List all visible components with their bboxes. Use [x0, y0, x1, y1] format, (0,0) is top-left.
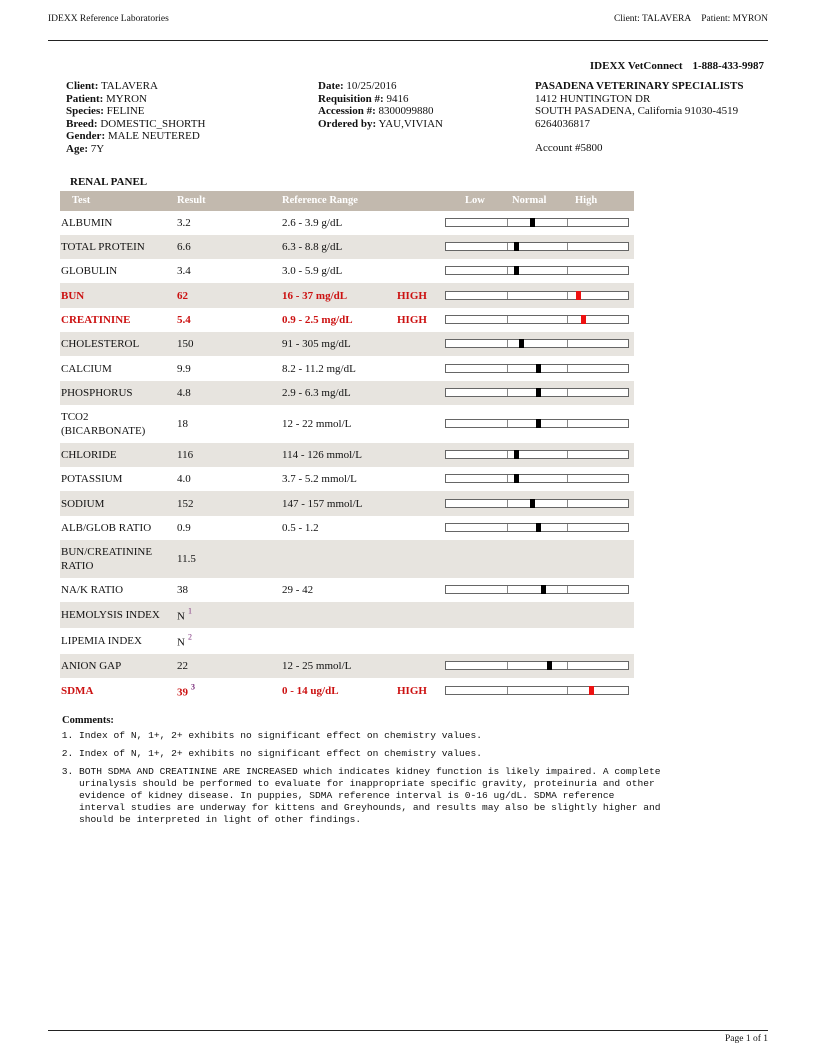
- col-header-low: Low: [465, 195, 485, 206]
- order-info-value: 10/25/2016: [346, 80, 397, 92]
- panel-title: RENAL PANEL: [70, 176, 148, 188]
- page-number: Page 1 of 1: [724, 1034, 768, 1044]
- test-result: [177, 634, 192, 649]
- test-result-value: 4.8: [177, 387, 191, 399]
- table-row: [60, 405, 634, 443]
- comments-list: [62, 730, 662, 826]
- footnote-ref: 1: [187, 606, 192, 616]
- result-marker: [530, 218, 535, 227]
- table-row: [60, 235, 634, 259]
- test-result-value: 11.5: [177, 553, 196, 565]
- header-divider: [48, 40, 768, 41]
- range-indicator-bar: [445, 585, 629, 594]
- abnormal-flag: HIGH: [397, 684, 427, 697]
- col-header-test: Test: [72, 195, 91, 206]
- order-info-value: YAU,VIVIAN: [378, 117, 443, 130]
- patient-info-value: MALE NEUTERED: [107, 130, 200, 142]
- reference-range: 12 - 22 mmol/L: [282, 418, 352, 430]
- reference-range: 12 - 25 mmol/L: [282, 660, 352, 672]
- reference-range: 8.2 - 11.2 mg/dL: [282, 362, 356, 375]
- comment-item: 3. BOTH SDMA AND CREATININE ARE INCREASED which indicates kidney function is likely impaired. A complete urinalysis should be performed to evaluate for inappropriate specific gravity, proteinuria and other evidence of kidney disease. In puppies, SDMA reference interval is 0-16 ug/dL. SDMA reference interval studies are underway for kittens and Greyhounds, and results may also be slightly higher and should be interpreted in light of other findings.: [79, 766, 662, 826]
- table-row: [60, 654, 634, 678]
- range-segment-divider: [567, 292, 568, 299]
- table-row: [60, 628, 634, 654]
- test-name: CALCIUM: [61, 362, 112, 375]
- patient-info-line: [66, 105, 205, 118]
- reference-range: 147 - 157 mmol/L: [282, 497, 363, 510]
- range-segment-divider: [567, 243, 568, 250]
- order-info-label: Accession #:: [318, 105, 376, 117]
- test-name: POTASSIUM: [61, 473, 123, 485]
- results-table-header: [60, 191, 634, 211]
- vetconnect-name: IDEXX VetConnect: [589, 60, 683, 72]
- test-result-value: 5.4: [177, 314, 191, 326]
- clinic-account: Account #5800: [535, 142, 603, 154]
- range-segment-divider: [567, 451, 568, 458]
- test-result: [177, 449, 193, 461]
- table-row: [60, 516, 634, 540]
- range-segment-divider: [567, 586, 568, 593]
- patient-info-line: [66, 93, 205, 106]
- order-info-label: Ordered by:: [318, 117, 377, 130]
- result-marker: [547, 661, 552, 670]
- reference-range: 3.0 - 5.9 g/dL: [282, 265, 343, 277]
- range-segment-divider: [507, 389, 508, 396]
- result-marker: [541, 585, 546, 594]
- comments-title: Comments:: [62, 715, 114, 726]
- reference-range: 0 - 14 ug/dL: [282, 684, 339, 697]
- reference-range: 16 - 37 mg/dL: [282, 289, 348, 302]
- test-result: [177, 314, 191, 326]
- abnormal-flag: HIGH: [397, 289, 427, 302]
- range-indicator-bar: [445, 686, 629, 695]
- test-name: BUN: [61, 289, 85, 302]
- test-result-value: 4.0: [177, 473, 191, 485]
- range-segment-divider: [567, 420, 568, 427]
- test-result: [177, 553, 196, 565]
- result-marker: [519, 339, 524, 348]
- test-result-value: 9.9: [177, 362, 191, 375]
- table-row: [60, 381, 634, 405]
- range-indicator-bar: [445, 364, 629, 373]
- result-marker: [576, 291, 581, 300]
- patient-info-value: MYRON: [106, 92, 147, 105]
- comment-item: 1. Index of N, 1+, 2+ exhibits no significant effect on chemistry values.: [79, 730, 662, 742]
- range-indicator-bar: [445, 450, 629, 459]
- result-marker: [514, 242, 519, 251]
- test-name: NA/K RATIO: [61, 584, 124, 596]
- range-segment-divider: [567, 687, 568, 694]
- result-marker: [589, 686, 594, 695]
- test-result: [177, 290, 188, 302]
- reference-range: 0.5 - 1.2: [282, 522, 319, 534]
- test-result: [177, 217, 191, 229]
- table-row: [60, 578, 634, 602]
- table-row: [60, 491, 634, 516]
- patient-info-value: DOMESTIC_SHORTH: [100, 117, 206, 130]
- result-marker: [536, 364, 541, 373]
- patient-info-line: [66, 118, 205, 131]
- footer-divider: [48, 1030, 768, 1031]
- patient-info-label: Age:: [66, 142, 88, 155]
- test-result: [177, 418, 188, 430]
- range-segment-divider: [567, 365, 568, 372]
- test-result: [177, 265, 191, 277]
- test-result-value: 6.6: [177, 241, 191, 253]
- range-indicator-bar: [445, 291, 629, 300]
- test-name: ALBUMIN: [61, 217, 113, 229]
- test-result-value: 150: [177, 338, 194, 350]
- patient-info-label: Species:: [66, 105, 104, 117]
- range-indicator-bar: [445, 474, 629, 483]
- reference-range: 3.7 - 5.2 mmol/L: [282, 473, 357, 485]
- range-segment-divider: [507, 687, 508, 694]
- range-indicator-bar: [445, 315, 629, 324]
- comments-section: [62, 715, 662, 832]
- range-segment-divider: [567, 662, 568, 669]
- order-info-line: [318, 105, 443, 118]
- comment-item: 2. Index of N, 1+, 2+ exhibits no significant effect on chemistry values.: [79, 748, 662, 760]
- patient-info-label: Client:: [66, 80, 99, 92]
- order-info-value: 8300099880: [378, 105, 434, 117]
- reference-range: 29 - 42: [282, 584, 314, 596]
- result-marker: [514, 266, 519, 275]
- range-segment-divider: [567, 524, 568, 531]
- abnormal-flag: HIGH: [397, 314, 427, 326]
- footnote-ref: 2: [187, 632, 192, 642]
- order-info-line: [318, 80, 443, 93]
- patient-info-value: FELINE: [106, 105, 145, 117]
- table-row: [60, 259, 634, 283]
- test-result-value: N: [177, 610, 185, 623]
- test-result-value: 0.9: [177, 522, 191, 534]
- test-result: [177, 241, 191, 253]
- test-result: [177, 498, 194, 510]
- vetconnect-phone: 1-888-433-9987: [692, 60, 764, 72]
- range-indicator-bar: [445, 339, 629, 348]
- range-indicator-bar: [445, 266, 629, 275]
- patient-info-label: Patient:: [66, 92, 104, 105]
- test-result: [177, 473, 191, 485]
- table-row: [60, 540, 634, 578]
- patient-info-line: [66, 130, 205, 143]
- test-result-value: 18: [177, 418, 188, 430]
- reference-range: 2.9 - 6.3 mg/dL: [282, 387, 351, 399]
- test-name: ALB/GLOB RATIO: [61, 522, 152, 534]
- order-info-value: 9416: [386, 92, 409, 105]
- test-name: CREATININE: [61, 314, 131, 326]
- range-segment-divider: [507, 500, 508, 507]
- table-row: [60, 602, 634, 628]
- range-indicator-bar: [445, 218, 629, 227]
- range-indicator-bar: [445, 419, 629, 428]
- patient-info: [66, 80, 205, 155]
- range-segment-divider: [507, 292, 508, 299]
- test-name: CHLORIDE: [61, 449, 117, 461]
- result-marker: [581, 315, 586, 324]
- test-result-value: 38: [177, 584, 188, 596]
- test-result: [177, 522, 191, 534]
- test-result-value: 3.2: [177, 217, 191, 229]
- range-segment-divider: [507, 420, 508, 427]
- test-result: [177, 584, 188, 596]
- table-row: [60, 467, 634, 491]
- range-segment-divider: [507, 524, 508, 531]
- table-row: [60, 678, 634, 703]
- header-client: Client: TALAVERA: [613, 14, 692, 24]
- reference-range: 0.9 - 2.5 mg/dL: [282, 314, 353, 326]
- range-indicator-bar: [445, 499, 629, 508]
- table-row: [60, 332, 634, 356]
- test-name: TOTAL PROTEIN: [61, 241, 145, 253]
- range-segment-divider: [567, 475, 568, 482]
- results-table: [60, 191, 634, 703]
- test-name: BUN/CREATININE RATIO: [61, 546, 153, 572]
- test-result: [177, 660, 188, 672]
- range-segment-divider: [507, 267, 508, 274]
- results-table-body: [60, 211, 634, 703]
- patient-info-label: Gender:: [66, 130, 106, 142]
- range-indicator-bar: [445, 523, 629, 532]
- table-row: [60, 356, 634, 381]
- reference-range: 114 - 126 mmol/L: [282, 449, 362, 461]
- range-segment-divider: [507, 243, 508, 250]
- range-segment-divider: [567, 316, 568, 323]
- test-name: SDMA: [61, 684, 94, 697]
- range-indicator-bar: [445, 661, 629, 670]
- range-segment-divider: [567, 389, 568, 396]
- range-segment-divider: [567, 267, 568, 274]
- reference-range: 2.6 - 3.9 g/dL: [282, 217, 343, 229]
- order-info-label: Date:: [318, 80, 344, 92]
- table-row: [60, 308, 634, 332]
- range-segment-divider: [507, 662, 508, 669]
- clinic-info: [535, 80, 743, 155]
- test-name: LIPEMIA INDEX: [61, 635, 142, 647]
- test-name: HEMOLYSIS INDEX: [61, 609, 160, 621]
- order-info-label: Requisition #:: [318, 92, 384, 105]
- col-header-result: Result: [177, 195, 206, 206]
- result-marker: [536, 388, 541, 397]
- col-header-normal: Normal: [512, 195, 547, 206]
- range-segment-divider: [507, 451, 508, 458]
- range-segment-divider: [567, 340, 568, 347]
- test-result-value: 62: [177, 289, 188, 302]
- order-info-line: [318, 118, 443, 131]
- test-result-value: N: [177, 636, 185, 649]
- lab-name-header: IDEXX Reference Laboratories: [48, 14, 169, 24]
- test-result: [177, 338, 194, 350]
- test-result-value: 3.4: [177, 265, 191, 277]
- test-result-value: 116: [177, 449, 194, 461]
- order-info: [318, 80, 443, 130]
- clinic-phone: 6264036817: [535, 117, 590, 130]
- table-row: [60, 443, 634, 467]
- test-name: GLOBULIN: [61, 265, 118, 277]
- table-row: [60, 283, 634, 308]
- range-segment-divider: [507, 219, 508, 226]
- test-result-value: 152: [177, 497, 194, 510]
- patient-info-label: Breed:: [66, 117, 98, 130]
- table-row: [60, 211, 634, 235]
- vetconnect-line: [590, 60, 764, 72]
- range-segment-divider: [507, 475, 508, 482]
- clinic-address-line1: 1412 HUNTINGTON DR: [535, 92, 651, 105]
- range-indicator-bar: [445, 242, 629, 251]
- test-result: [177, 608, 192, 623]
- result-marker: [536, 419, 541, 428]
- test-result: [177, 363, 191, 375]
- patient-info-value: TALAVERA: [100, 80, 158, 92]
- range-segment-divider: [507, 340, 508, 347]
- range-segment-divider: [567, 500, 568, 507]
- result-marker: [514, 474, 519, 483]
- order-info-line: [318, 93, 443, 106]
- clinic-name: PASADENA VETERINARY SPECIALISTS: [535, 80, 744, 92]
- range-segment-divider: [507, 586, 508, 593]
- reference-range: 6.3 - 8.8 g/dL: [282, 241, 343, 253]
- result-marker: [536, 523, 541, 532]
- test-result-value: 22: [177, 660, 188, 672]
- col-header-range: Reference Range: [282, 195, 358, 206]
- range-segment-divider: [507, 365, 508, 372]
- clinic-address-line2: SOUTH PASADENA, California 91030-4519: [535, 105, 739, 117]
- range-segment-divider: [507, 316, 508, 323]
- result-marker: [530, 499, 535, 508]
- reference-range: 91 - 305 mg/dL: [282, 338, 351, 350]
- range-indicator-bar: [445, 388, 629, 397]
- test-name: PHOSPHORUS: [61, 387, 133, 399]
- result-marker: [514, 450, 519, 459]
- test-name: SODIUM: [61, 497, 105, 510]
- test-result: [177, 683, 195, 698]
- patient-info-line: [66, 143, 205, 156]
- header-patient: Patient: MYRON: [701, 14, 768, 24]
- test-result: [177, 387, 191, 399]
- header-client-patient: [614, 14, 768, 24]
- col-header-high: High: [575, 195, 598, 206]
- range-segment-divider: [567, 219, 568, 226]
- test-name: ANION GAP: [61, 660, 122, 672]
- test-result-value: 39: [177, 685, 188, 698]
- footnote-ref: 3: [191, 682, 195, 692]
- test-name: CHOLESTEROL: [61, 338, 140, 350]
- test-name: TCO2 (BICARBONATE): [61, 411, 146, 437]
- patient-info-value: 7Y: [90, 142, 105, 155]
- patient-info-line: [66, 80, 205, 93]
